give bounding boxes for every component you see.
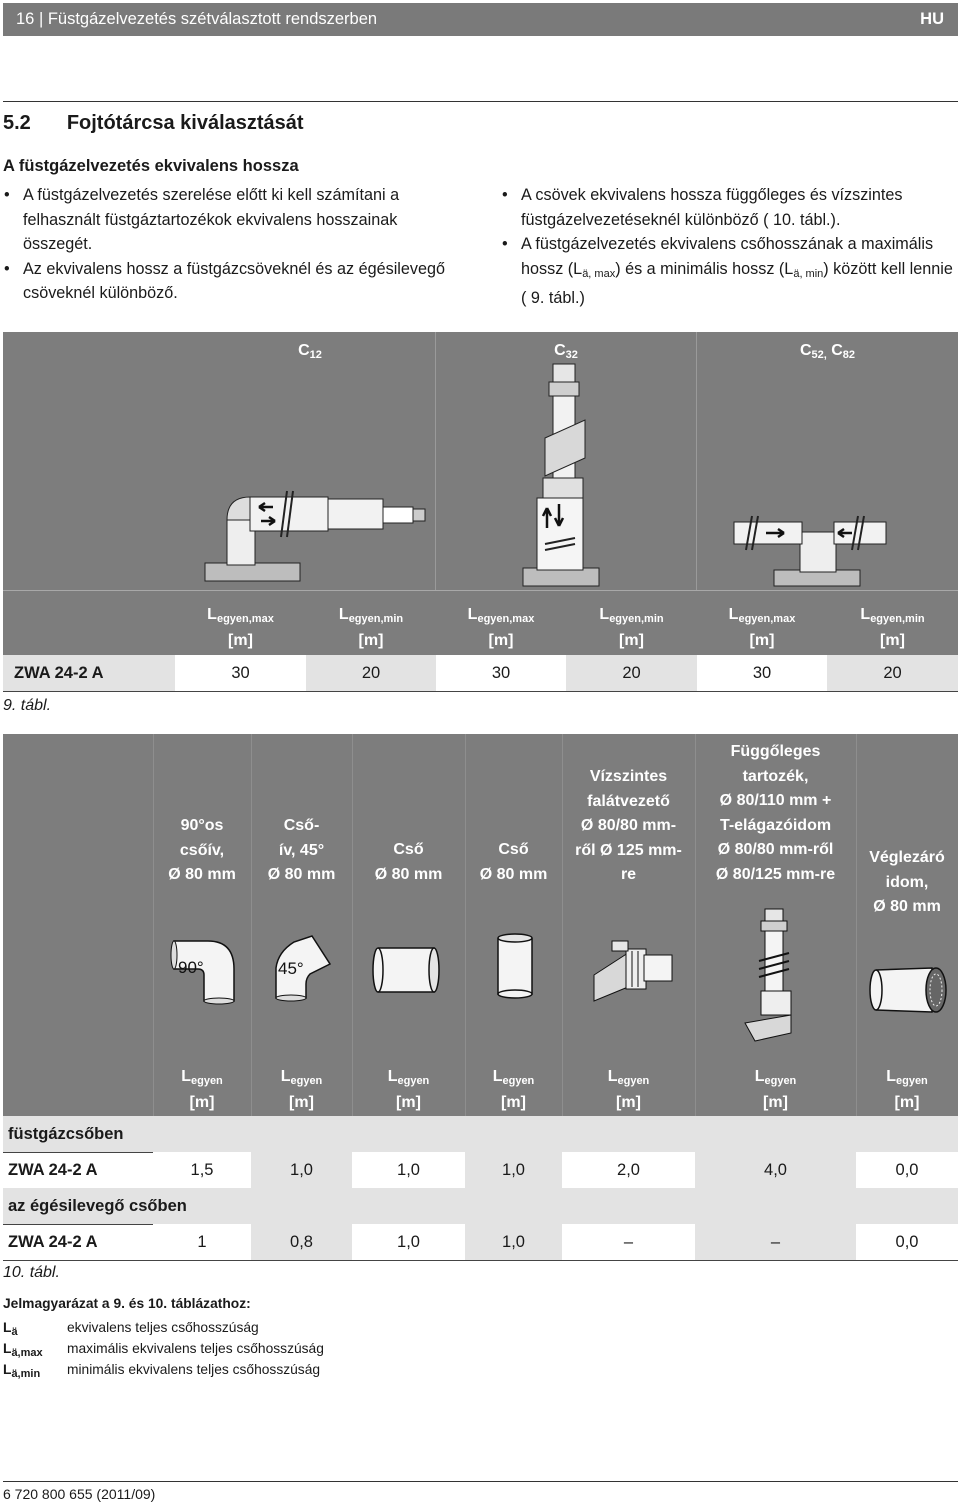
t9-col-header: $L_{egyen,min}$ [m]: [860, 606, 925, 649]
t10-col-title: Cső Ø 80 mm: [479, 841, 548, 883]
c32-flue-illustration: [515, 358, 605, 588]
t10-col-title: Vízszintes falátvezető Ø 80/80 mm- ről Ø 125 mm- re: [575, 768, 682, 883]
c52-c82-flue-illustration: [730, 512, 890, 587]
legend-text: maximális ekvivalens teljes csőhosszúság: [67, 1341, 324, 1356]
t10-value: 1,0: [352, 1152, 465, 1188]
t10-value: 0,8: [251, 1224, 352, 1260]
wall-terminal-illustration: [588, 935, 678, 1005]
t10-divider: [352, 734, 353, 1116]
pipe-horizontal-illustration: [370, 942, 445, 997]
page-header: [3, 3, 958, 36]
section-heading: 5.2 Fojtótárcsa kiválasztását: [3, 112, 304, 134]
t9-col-header: $L_{egyen,max}$ [m]: [207, 606, 274, 649]
t10-unit-header: $L_{egyen}$ [m]: [181, 1068, 223, 1111]
legend-item: $L_ä$: [3, 1320, 18, 1338]
t9-row-label: ZWA 24-2 A: [3, 655, 175, 691]
section-rule: [3, 101, 958, 102]
t10-value: 1,0: [352, 1224, 465, 1260]
t10-bottom-rule: [3, 1260, 958, 1261]
t10-value: –: [695, 1224, 856, 1260]
t9-value: 20: [566, 655, 697, 691]
t10-row2-label: ZWA 24-2 A: [8, 1233, 98, 1251]
t10-unit-header: $L_{egyen}$ [m]: [280, 1068, 323, 1111]
t10-unit-header: $L_{egyen}$ [m]: [492, 1068, 535, 1111]
legend-item: $L_{ä,max}$: [3, 1341, 43, 1359]
t10-value: 4,0: [695, 1152, 856, 1188]
t10-divider: [465, 734, 466, 1116]
pipe-vertical-illustration: [492, 930, 540, 1002]
t9-col-header: $L_{egyen,min}$ [m]: [599, 606, 664, 649]
t10-value: 0,0: [856, 1224, 958, 1260]
t10-value: 1: [153, 1224, 251, 1260]
t10-value: 1,0: [465, 1152, 562, 1188]
t10-col-title: Függőleges tartozék, Ø 80/110 mm + T-elágazóidom Ø 80/80 mm-ről Ø 80/125 mm-re: [715, 743, 836, 883]
group1-row: [3, 1116, 958, 1152]
elbow-90-illustration: [168, 935, 240, 1005]
t10-unit-header: $L_{egyen}$ [m]: [387, 1068, 430, 1111]
vertical-roof-terminal-illustration: [735, 905, 815, 1045]
subheading: A füstgázelvezetés ekvivalens hossza: [3, 157, 299, 175]
t10-group2-label: az égésilevegő csőben: [8, 1197, 187, 1215]
t10-col-title: Véglezáró idom, Ø 80 mm: [869, 849, 945, 915]
t10-value: 1,5: [153, 1152, 251, 1188]
table9-bottom-rule: [3, 691, 958, 692]
t9-value: 20: [306, 655, 436, 691]
t10-divider: [251, 734, 252, 1116]
legend-title: Jelmagyarázat a 9. és 10. táblázathoz:: [3, 1296, 251, 1311]
table9-divider: [696, 332, 697, 590]
t9-value: 30: [436, 655, 566, 691]
legend-item: $L_{ä,min}$: [3, 1362, 41, 1380]
t9-value: 30: [175, 655, 306, 691]
right-bullet-list: [501, 183, 957, 311]
t10-unit-header: $L_{egyen}$ [m]: [886, 1068, 928, 1111]
c12-flue-illustration: [195, 485, 435, 585]
elbow-45-illustration: [270, 932, 340, 1004]
t9-value: 30: [697, 655, 827, 691]
header-lang: HU: [920, 10, 944, 28]
t10-divider: [856, 734, 857, 1116]
t10-col-title: 90°os csőív, Ø 80 mm: [168, 817, 236, 883]
t9-col-header: $L_{egyen,min}$ [m]: [338, 606, 404, 649]
table10-caption: 10. tábl.: [3, 1264, 60, 1281]
t10-unit-header: $L_{egyen}$ [m]: [607, 1068, 650, 1111]
t9-col-header: $L_{egyen,max}$ [m]: [467, 606, 535, 649]
type-c32-label: $C_{32}$: [554, 342, 578, 361]
t10-col-title: Cső- ív, 45° Ø 80 mm: [267, 817, 336, 883]
t10-row1-label: ZWA 24-2 A: [8, 1161, 98, 1179]
t10-value: 1,0: [251, 1152, 352, 1188]
left-bullet-list: [3, 183, 463, 306]
t10-col-title: Cső Ø 80 mm: [374, 841, 443, 883]
bullet-item: • A füstgázelvezetés szerelése előtt ki kell számítani a felhasznált füstgáztartozékok ekvivalens hosszainak összegét.: [3, 183, 463, 257]
table9-separator: [3, 590, 958, 591]
table9-caption: 9. tábl.: [3, 697, 52, 714]
header-title: 16 | Füstgázelvezetés szétválasztott rendszerben: [16, 10, 378, 28]
legend-text: minimális ekvivalens teljes csőhosszúság: [67, 1362, 321, 1377]
t10-value: 1,0: [465, 1224, 562, 1260]
t10-divider: [153, 734, 154, 1116]
legend-text: ekvivalens teljes csőhosszúság: [67, 1320, 259, 1335]
bullet-item: • Az ekvivalens hossz a füstgázcsöveknél és az égésilevegő csöveknél különböző.: [3, 257, 463, 306]
footer-rule: [3, 1481, 958, 1482]
t9-value: 20: [827, 655, 958, 691]
elbow-90-label: 90°: [178, 958, 204, 977]
t10-unit-header: $L_{egyen}$ [m]: [754, 1068, 797, 1111]
t10-value: 2,0: [562, 1152, 695, 1188]
t9-col-header: $L_{egyen,max}$ [m]: [728, 606, 796, 649]
end-terminal-illustration: [866, 962, 951, 1017]
elbow-45-label: 45°: [278, 959, 304, 978]
bullet-item: • A füstgázelvezetés ekvivalens csőhosszának a maximális hossz $(L_{ä, max})$ és a minimális hossz $(L_{ä, min})$ között kell lennie ( 9. tábl.): [501, 232, 957, 311]
type-c12-label: $C_{12}$: [298, 342, 322, 361]
t10-value: –: [562, 1224, 695, 1260]
bullet-item: • A csövek ekvivalens hossza függőleges és vízszintes füstgázelvezetéseknél különböző ( 10. tábl.).: [501, 183, 957, 232]
t10-value: 0,0: [856, 1152, 958, 1188]
footer-docnum: 6 720 800 655 (2011/09): [3, 1486, 156, 1502]
table9-divider: [435, 332, 436, 590]
type-c52-c82-label: $C_{52,}$ $C_{82}$: [799, 342, 856, 361]
t10-group1-label: füstgázcsőben: [8, 1125, 124, 1143]
